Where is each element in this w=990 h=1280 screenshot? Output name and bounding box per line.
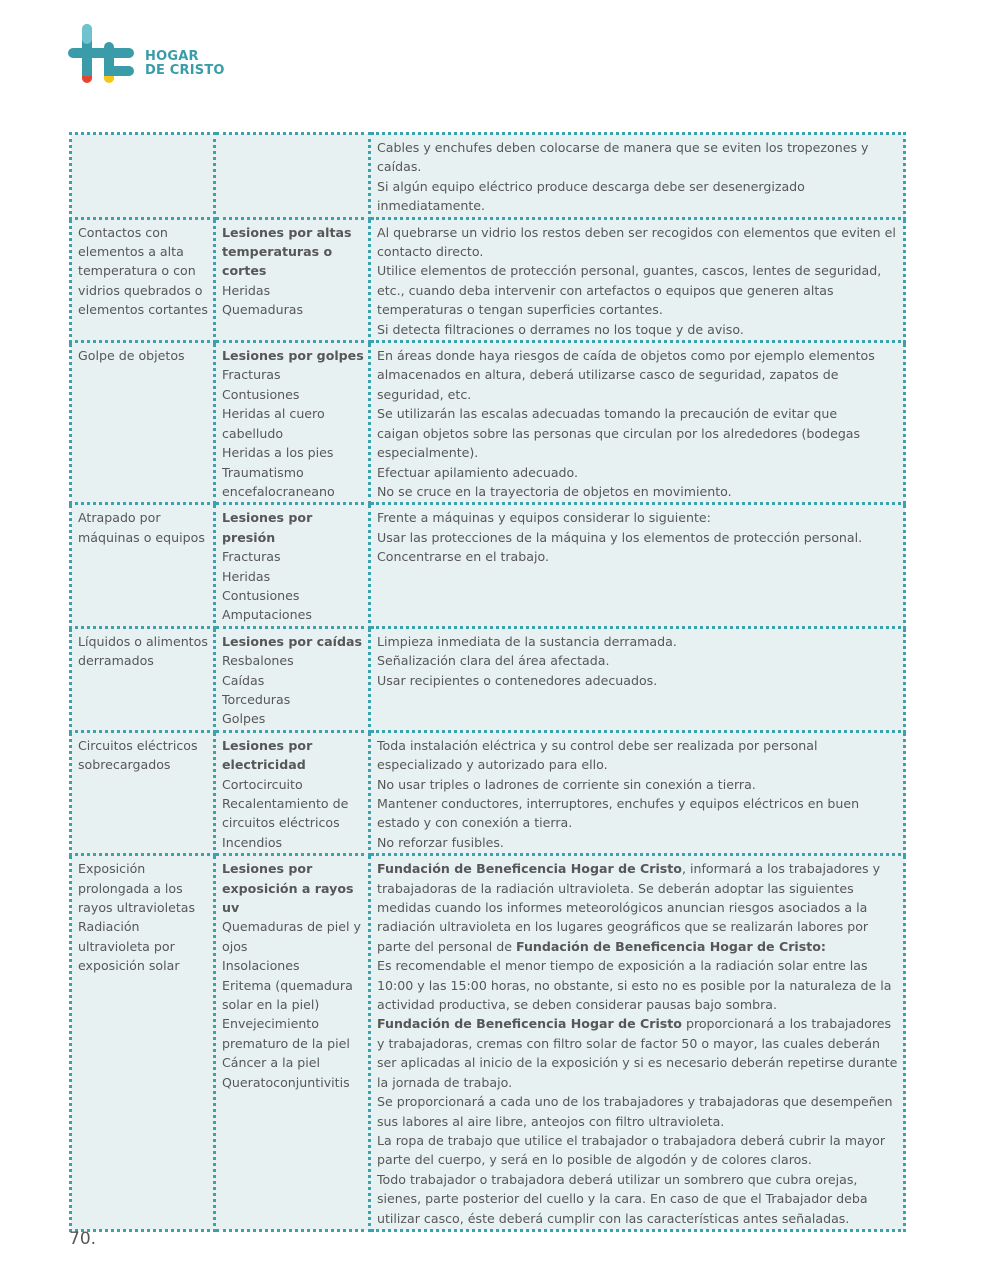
table-row: [71, 134, 905, 219]
injury-item: Heridas: [222, 282, 271, 298]
measure-text: No se cruce en la trayectoria de objetos en movimiento.: [377, 483, 732, 499]
measure-text: Frente a máquinas y equipos considerar lo siguiente:: [377, 510, 711, 526]
situation-line: Líquidos o alimentos: [78, 633, 208, 649]
situation-line: sobrecargados: [78, 757, 171, 773]
measure-text: No reforzar fusibles.: [377, 834, 504, 850]
measure-item: [377, 794, 899, 833]
measures-cell: [370, 218, 905, 341]
measure-item: [377, 138, 899, 177]
situation-line: Atrapado por: [78, 510, 161, 526]
measure-text: Efectuar apilamiento adecuado.: [377, 464, 579, 480]
measure-text: Señalización clara del área afectada.: [377, 653, 610, 669]
injury-item: Fracturas: [222, 367, 281, 383]
situation-cell: [71, 134, 215, 219]
measure-text: Cables y enchufes deben colocarse de manera que se eviten los tropezones y caídas.: [377, 140, 869, 175]
measure-text: En áreas donde haya riesgos de caída de objetos como por ejemplo elementos almacenados en altura, deberá utilizarse casco de seguridad, zapatos de seguridad, etc.: [377, 348, 875, 402]
measures-cell: [370, 627, 905, 731]
table-row: [71, 855, 905, 1231]
measure-item: [377, 1170, 899, 1228]
injury-item: Amputaciones: [222, 607, 312, 623]
injury-item: Caídas: [222, 672, 265, 688]
measure-item: [377, 261, 899, 319]
measure-text: Se utilizarán las escalas adecuadas tomando la precaución de evitar que: [377, 406, 838, 422]
measure-text: Si detecta filtraciones o derrames no los toque y de aviso.: [377, 321, 744, 337]
injury-item: Queratoconjuntivitis: [222, 1074, 350, 1090]
injury-item: Traumatismo encefalocraneano: [222, 464, 335, 499]
situation-cell: [71, 342, 215, 504]
measures-cell: [370, 855, 905, 1231]
injury-cell: [215, 731, 370, 854]
measure-text: Al quebrarse un vidrio los restos deben ser recogidos con elementos que eviten el contacto directo.: [377, 224, 896, 260]
situation-line: elementos cortantes: [78, 302, 208, 318]
measures-cell: [370, 731, 905, 854]
situation-cell: [71, 855, 215, 1231]
measure-text: Si algún equipo eléctrico produce descarga debe ser desenergizado inmediatamente.: [377, 178, 805, 214]
injury-cell: [215, 342, 370, 504]
injury-title: Lesiones por golpes: [222, 348, 364, 364]
page-number: 70.: [69, 1229, 97, 1249]
injury-item: Quemaduras de piel y ojos: [222, 919, 362, 954]
injury-item: Insolaciones: [222, 958, 300, 974]
measure-text: Todo trabajador o trabajadora deberá utilizar un sombrero que cubra orejas, sienes, parte posterior del cuello y la cara. En caso de que el Trabajador deba utilizar casco, éste deberá cumplir con las características antes señaladas.: [377, 1171, 868, 1226]
injury-item: Eritema (quemadura solar en la piel): [222, 977, 353, 1013]
measure-item: [377, 508, 899, 527]
measure-text: proporcionará a los trabajadores y trabajadoras, cremas con filtro solar de factor 50 o mayor, las cuales deberán ser aplicadas al inicio de la exposición y si es necesario deberán repetirse durante la jornada de trabajo.: [377, 1016, 898, 1090]
situation-line: Golpe de objetos: [78, 348, 185, 364]
measure-item: [377, 651, 899, 670]
measure-text: Es recomendable el menor tiempo de exposición a la radiación solar entre las 10:00 y las 15:00 horas, no obstante, si esto no es posible por la naturaleza de la actividad productiva, se deben considerar pausas bajo sombra.: [377, 958, 892, 1013]
measure-text: No usar triples o ladrones de corriente sin conexión a tierra.: [377, 776, 756, 792]
measures-cell: [370, 342, 905, 504]
risk-table-body: [71, 134, 905, 1231]
measures-cell: [370, 504, 905, 627]
measure-text: Toda instalación eléctrica y su control debe ser realizada por personal especializado y autorizado para ello.: [377, 737, 818, 773]
hogar-de-cristo-logo: [68, 22, 228, 92]
measure-text: La ropa de trabajo que utilice el trabajador o trabajadora deberá cubrir la mayor parte del cuerpo, y será en lo posible de algodón y de colores claros.: [377, 1132, 886, 1168]
situation-line: Contactos con: [78, 224, 168, 240]
brand-name: [145, 50, 225, 78]
injury-item: Quemaduras: [222, 302, 304, 318]
measure-item: [377, 346, 899, 404]
injury-item: Heridas a los pies: [222, 445, 334, 461]
injury-item: Heridas: [222, 568, 271, 584]
measure-item: [377, 482, 899, 501]
measure-item: [377, 1092, 899, 1131]
measure-item: [377, 463, 899, 482]
measures-cell: [370, 134, 905, 219]
injury-title: Lesiones por altas temperaturas o cortes: [222, 224, 352, 279]
measure-text: Usar recipientes o contenedores adecuados.: [377, 672, 658, 688]
measure-text: Mantener conductores, interruptores, enchufes y equipos eléctricos en buen estado y con conexión a tierra.: [377, 796, 860, 831]
table-row: [71, 218, 905, 341]
injury-cell: [215, 855, 370, 1231]
situation-line: prolongada a los: [78, 880, 183, 896]
injury-item: Golpes: [222, 711, 266, 727]
measure-item: [377, 736, 899, 775]
organization-name: Fundación de Beneficencia Hogar de Cristo: [377, 1016, 682, 1032]
table-row: [71, 342, 905, 504]
injury-item: Fracturas: [222, 549, 281, 565]
situation-cell: [71, 731, 215, 854]
measure-item: [377, 528, 899, 547]
measure-item: [377, 424, 899, 463]
situation-line: Circuitos eléctricos: [78, 737, 198, 753]
organization-name: Fundación de Beneficencia Hogar de Cristo: [377, 861, 682, 877]
logo-cross-icon: [68, 22, 138, 92]
injury-item: Contusiones: [222, 587, 300, 603]
injury-item: Torceduras: [222, 691, 291, 707]
measure-item: [377, 1131, 899, 1170]
injury-title: Lesiones por caídas: [222, 633, 362, 649]
situation-cell: [71, 627, 215, 731]
measure-text: Utilice elementos de protección personal, guantes, cascos, lentes de seguridad, etc., cuando deba intervenir con artefactos o equipos que generen altas temperaturas o tengan superficies cortantes.: [377, 263, 882, 318]
measure-text: Limpieza inmediata de la sustancia derramada.: [377, 633, 677, 649]
situation-cell: [71, 504, 215, 627]
situation-line: ultravioleta por: [78, 938, 175, 954]
situation-line: Exposición: [78, 861, 146, 877]
measure-item: [377, 833, 899, 852]
situation-line: máquinas o equipos: [78, 529, 205, 545]
risk-table: [69, 132, 906, 1232]
injury-item: Contusiones: [222, 386, 300, 402]
injury-item: Resbalones: [222, 653, 294, 669]
measure-item: [377, 775, 899, 794]
injury-cell: [215, 504, 370, 627]
situation-line: exposición solar: [78, 958, 180, 974]
measure-text: , informará a los trabajadores y trabajadoras de la radiación ultravioleta. Se deberán adoptar las siguientes medidas cuando los informes meteorológicos anuncian riesgos asociados a la radiación ultravioleta en los lugares geográficos que se realizarán labores por parte del personal de: [377, 861, 881, 954]
table-row: [71, 504, 905, 627]
injury-item: Recalentamiento de circuitos eléctricos: [222, 796, 349, 831]
brand-line-2: DE CRISTO: [145, 63, 225, 78]
injury-title: Lesiones por exposición a rayos uv: [222, 861, 354, 916]
measure-item: [377, 223, 899, 262]
measure-text: caigan objetos sobre las personas que circulan por los alrededores (bodegas especialmente).: [377, 425, 861, 461]
measure-item: [377, 632, 899, 651]
measure-item: [377, 177, 899, 216]
injury-item: Incendios: [222, 834, 283, 850]
measure-item: [377, 404, 899, 423]
injury-cell: [215, 134, 370, 219]
injury-item: Cortocircuito: [222, 776, 303, 792]
injury-title: Lesiones por presión: [222, 510, 313, 545]
measure-item: [377, 320, 899, 339]
measure-item: [377, 956, 899, 1014]
situation-line: temperatura o con: [78, 263, 196, 279]
injury-cell: [215, 218, 370, 341]
situation-line: elementos a alta: [78, 244, 184, 260]
brand-line-1: HOGAR: [145, 49, 199, 64]
measure-item: [377, 547, 899, 566]
injury-cell: [215, 627, 370, 731]
situation-cell: [71, 218, 215, 341]
table-row: [71, 731, 905, 854]
measure-item: [377, 1014, 899, 1092]
organization-name: Fundación de Beneficencia Hogar de Cristo:: [515, 938, 826, 954]
injury-item: Cáncer a la piel: [222, 1055, 321, 1071]
measure-item: [377, 671, 899, 690]
injury-item: Heridas al cuero cabelludo: [222, 406, 325, 441]
measure-item: [377, 859, 899, 956]
situation-line: derramados: [78, 653, 154, 669]
situation-line: vidrios quebrados o: [78, 282, 203, 298]
injury-title: Lesiones por electricidad: [222, 737, 313, 773]
measure-text: Se proporcionará a cada uno de los trabajadores y trabajadoras que desempeñen sus labores al aire libre, anteojos con filtro ultravioleta.: [377, 1094, 893, 1129]
measure-text: Usar las protecciones de la máquina y los elementos de protección personal.: [377, 529, 863, 545]
measure-text: Concentrarse en el trabajo.: [377, 549, 549, 565]
situation-line: rayos ultravioletas: [78, 900, 196, 916]
injury-item: Envejecimiento prematuro de la piel: [222, 1016, 350, 1051]
situation-line: Radiación: [78, 919, 140, 935]
table-row: [71, 627, 905, 731]
